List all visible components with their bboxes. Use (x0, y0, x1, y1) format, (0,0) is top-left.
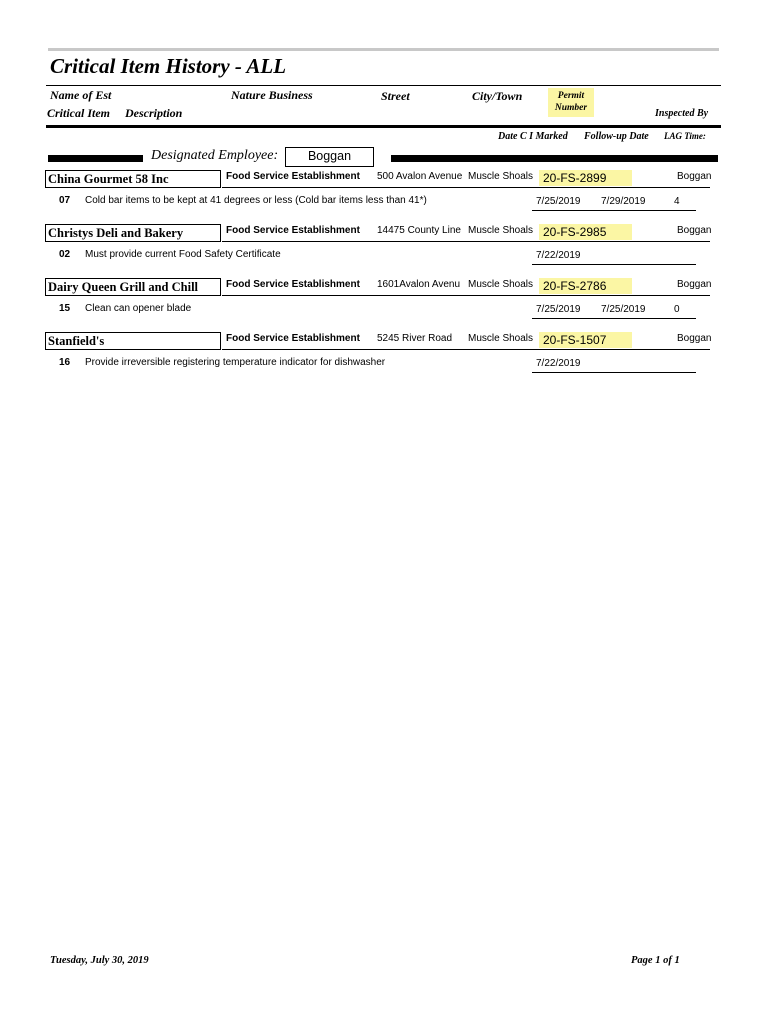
permit-number: 20-FS-2786 (539, 278, 632, 294)
nature-business: Food Service Establishment (226, 279, 360, 290)
establishment-name: Dairy Queen Grill and Chill (45, 278, 221, 296)
header-followup-date: Follow-up Date (584, 131, 649, 142)
city: Muscle Shoals (468, 225, 534, 236)
item-rule (532, 318, 696, 319)
date-ci-marked: 7/25/2019 (536, 196, 581, 207)
header-rule-thick (46, 125, 721, 128)
city: Muscle Shoals (468, 333, 534, 344)
date-ci-marked: 7/22/2019 (536, 250, 581, 261)
page-number: Page 1 of 1 (631, 955, 680, 966)
nature-business: Food Service Establishment (226, 333, 360, 344)
permit-label-line2: Number (554, 103, 588, 113)
lag-time: 4 (674, 196, 680, 207)
nature-business: Food Service Establishment (226, 171, 360, 182)
permit-number: 20-FS-2899 (539, 170, 632, 186)
record-rule (222, 187, 710, 188)
record-rule (222, 349, 710, 350)
inspector: Boggan (677, 171, 712, 182)
record-rule (222, 295, 710, 296)
designated-bar-left (48, 155, 143, 162)
designated-employee-box: Boggan (285, 147, 374, 167)
item-rule (532, 372, 696, 373)
header-inspected-by: Inspected By (655, 108, 709, 119)
top-rule (48, 48, 719, 51)
street: 1601Avalon Avenu (377, 279, 461, 290)
inspector: Boggan (677, 225, 712, 236)
title-rule (46, 85, 721, 86)
header-date-ci-marked: Date C I Marked (498, 131, 568, 142)
item-description: Must provide current Food Safety Certificate (85, 249, 281, 260)
inspector: Boggan (677, 279, 712, 290)
establishment-name: Stanfield's (45, 332, 221, 350)
city: Muscle Shoals (468, 279, 534, 290)
header-street: Street (381, 89, 410, 103)
header-nature-business: Nature Business (231, 88, 313, 102)
lag-time: 0 (674, 304, 680, 315)
header-lag-time: LAG Time: (664, 131, 706, 141)
designated-label: Designated Employee: (151, 148, 279, 163)
header-description: Description (125, 106, 183, 120)
header-name-of-est: Name of Est (50, 88, 112, 102)
item-code: 16 (59, 357, 71, 368)
city: Muscle Shoals (468, 171, 534, 182)
footer-date: Tuesday, July 30, 2019 (50, 955, 149, 966)
permit-label-line1: Permit (557, 91, 585, 101)
header-city-town: City/Town (472, 89, 523, 103)
followup-date: 7/29/2019 (601, 196, 646, 207)
item-rule (532, 210, 696, 211)
establishment-name: Christys Deli and Bakery (45, 224, 221, 242)
street: 500 Avalon Avenue (377, 171, 463, 182)
followup-date: 7/25/2019 (601, 304, 646, 315)
item-code: 02 (59, 249, 71, 260)
item-description: Cold bar items to be kept at 41 degrees or less (Cold bar items less than 41*) (85, 195, 427, 206)
record-rule (222, 241, 710, 242)
item-description: Clean can opener blade (85, 303, 192, 314)
item-rule (532, 264, 696, 265)
street: 14475 County Line (377, 225, 461, 236)
nature-business: Food Service Establishment (226, 225, 360, 236)
permit-number: 20-FS-1507 (539, 332, 632, 348)
date-ci-marked: 7/25/2019 (536, 304, 581, 315)
establishment-name: China Gourmet 58 Inc (45, 170, 221, 188)
date-ci-marked: 7/22/2019 (536, 358, 581, 369)
item-description: Provide irreversible registering temperature indicator for dishwasher (85, 357, 386, 368)
item-code: 15 (59, 303, 71, 314)
header-critical-item: Critical Item (47, 106, 110, 120)
inspector: Boggan (677, 333, 712, 344)
permit-number: 20-FS-2985 (539, 224, 632, 240)
item-code: 07 (59, 195, 71, 206)
report-title: Critical Item History - ALL (50, 54, 287, 78)
designated-bar-right (391, 155, 718, 162)
header-permit-number (548, 88, 594, 117)
street: 5245 River Road (377, 333, 453, 344)
